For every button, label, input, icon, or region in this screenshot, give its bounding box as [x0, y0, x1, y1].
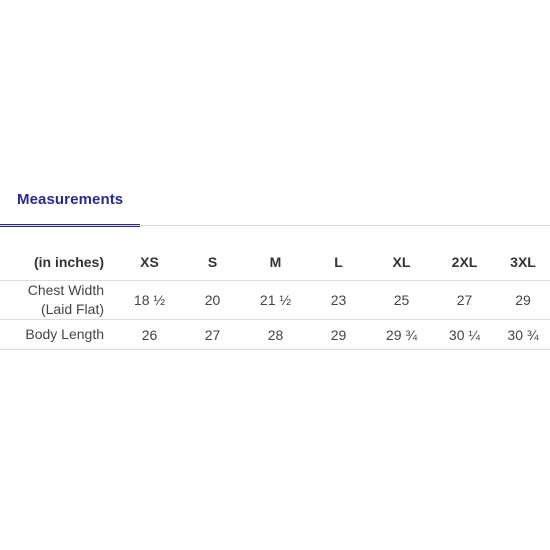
row-label-line: (Laid Flat): [40, 301, 104, 317]
table-cell: 29: [330, 326, 347, 343]
table-cell: 30 ¾: [507, 326, 539, 343]
table-cell: 20: [204, 292, 221, 308]
table-cell: 25: [393, 292, 410, 308]
tab-bar-divider: [0, 225, 550, 226]
table-cell: 27: [456, 292, 473, 308]
size-header-xl: XL: [392, 254, 411, 270]
table-cell: 23: [330, 292, 347, 308]
tab-measurements-label: Measurements: [17, 191, 124, 208]
size-chart-table: [0, 244, 550, 350]
table-cell: 29: [515, 292, 531, 308]
table-cell: 26: [141, 326, 158, 343]
size-header-row: [0, 244, 550, 281]
row-label-chest-width: [0, 281, 118, 320]
tab-bar: [0, 188, 550, 226]
table-cell: 27: [204, 326, 221, 343]
size-header-xs: XS: [140, 254, 159, 270]
unit-header: (in inches): [33, 254, 104, 270]
row-label-body-length: Body Length: [25, 326, 104, 342]
table-cell: 28: [267, 326, 284, 343]
size-header-2xl: 2XL: [451, 254, 478, 270]
table-cell: 30 ¼: [448, 326, 481, 343]
size-header-s: S: [207, 254, 218, 270]
table-cell: 21 ½: [259, 292, 292, 308]
size-header-3xl: 3XL: [510, 254, 536, 270]
tab-measurements[interactable]: [0, 188, 140, 226]
table-cell: 29 ¾: [385, 326, 418, 343]
size-header-l: L: [334, 254, 343, 270]
table-cell: 18 ½: [133, 292, 166, 308]
table-row-chest-width: [0, 281, 550, 320]
size-header-m: M: [269, 254, 282, 270]
row-label-line: Chest Width: [27, 282, 104, 298]
table-row-body-length: [0, 320, 550, 350]
